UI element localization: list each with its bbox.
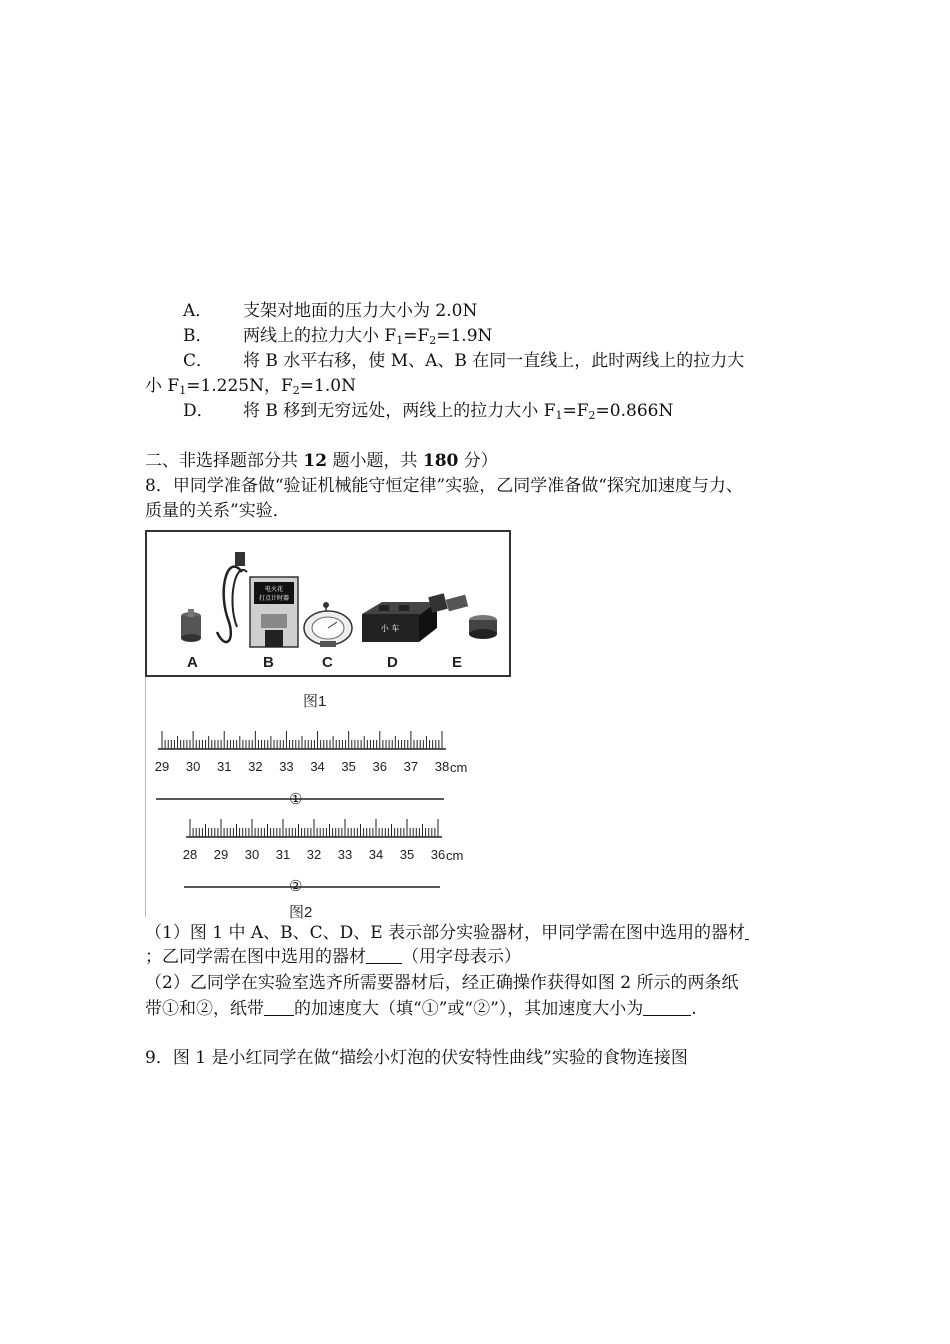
ruler-tick-label: 32 — [306, 847, 322, 862]
answer-blank-3[interactable] — [264, 999, 294, 1016]
option-b: B． 两线上的拉力大小 $F_1=F_2=1.9N$ — [183, 326, 493, 347]
ruler-tick-label: 31 — [275, 847, 291, 862]
q8-part2-line1: （2）乙同学在实验室选齐所需要器材后，经正确操作获得如图 2 所示的两条纸 — [145, 973, 739, 993]
figure-border-line — [145, 677, 146, 917]
ruler1-mark: ① — [289, 791, 303, 808]
cart-d-icon — [362, 602, 437, 642]
ruler-tick-label: 29 — [213, 847, 229, 862]
option-c: C． 将 B 水平右移，使 M、A、B 在同一直线上，此时两线上的拉力大 — [183, 351, 745, 371]
q8-stem-line2: 质量的关系”实验． — [145, 501, 290, 521]
fig1-caption: 图1 — [303, 693, 327, 710]
fig1-label-b: B — [263, 654, 274, 671]
ruler-tick-label: 36 — [372, 759, 388, 774]
spark-timer-b-icon — [217, 552, 298, 647]
ruler-tick-label: 37 — [403, 759, 419, 774]
q8-part1-line2: ；乙同学需在图中选用的器材 （用字母表示） — [145, 947, 521, 967]
section-heading: 二、非选择题部分共 12 题小题，共 180 分） — [145, 451, 498, 471]
fig1-label-c: C — [322, 654, 333, 671]
timer-label-2: 打点计时器 — [258, 595, 290, 602]
ruler-tick-label: 30 — [244, 847, 260, 862]
ruler2-mark: ② — [289, 878, 303, 895]
ruler-tick-label: 31 — [216, 759, 232, 774]
figure-1-apparatus — [145, 530, 511, 677]
ruler-tick-label: 34 — [368, 847, 384, 862]
ruler-tick-label: 35 — [399, 847, 415, 862]
ruler-1 — [155, 731, 449, 799]
ruler-tick-label: 33 — [337, 847, 353, 862]
q8-part1-line1: （1）图 1 中 A、B、C、D、E 表示部分实验器材，甲同学需在图中选用的器材 — [145, 922, 749, 944]
ruler-tick-label: 35 — [341, 759, 356, 774]
ruler-tick-label: 33 — [279, 759, 294, 774]
ruler-tick-label: 28 — [182, 847, 198, 862]
ruler-tick-label: 32 — [248, 759, 263, 774]
fig1-label-a: A — [187, 654, 198, 671]
hook-weight-e-icon — [428, 593, 497, 639]
ruler1-unit: cm — [450, 760, 468, 775]
answer-blank-4[interactable] — [643, 999, 691, 1016]
option-c-continuation: 小 $F_1=1.225N$，$F_2=1.0N$ — [145, 376, 356, 397]
ruler-tick-label: 29 — [154, 759, 170, 774]
fig1-label-e: E — [452, 654, 463, 671]
option-a: A． 支架对地面的压力大小为 2.0N — [183, 301, 478, 321]
fig1-label-d: D — [387, 654, 398, 671]
ruler-tick-label: 36 — [430, 847, 446, 862]
figure-2-rulers — [150, 725, 480, 925]
cart-label: 小 车 — [380, 624, 400, 633]
q8-part2-line2: 带①和②，纸带 的加速度大（填“①”或“②”），其加速度大小为 . — [145, 999, 697, 1019]
q8-stem-line1: 8．甲同学准备做“验证机械能守恒定律”实验，乙同学准备做“探究加速度与力、 — [145, 476, 743, 496]
ruler-tick-label: 30 — [185, 759, 201, 774]
fig2-caption: 图2 — [289, 904, 313, 921]
ruler2-unit: cm — [446, 848, 464, 863]
option-d: D． 将 B 移到无穷远处，两线上的拉力大小 $F_1=F_2=0.866N$ — [183, 401, 674, 422]
q9-stem: 9．图 1 是小红同学在做“描绘小灯泡的伏安特性曲线”实验的食物连接图 — [145, 1048, 688, 1068]
ruler-2 — [183, 819, 445, 887]
spring-scale-c-icon — [304, 602, 352, 647]
timer-label-1: 电火花 — [264, 586, 284, 593]
ruler-tick-label: 34 — [310, 759, 325, 774]
weight-a-icon — [181, 609, 201, 642]
answer-blank-2[interactable] — [366, 947, 402, 964]
ruler-tick-label: 38 — [434, 759, 450, 774]
answer-blank-1[interactable] — [745, 923, 749, 940]
